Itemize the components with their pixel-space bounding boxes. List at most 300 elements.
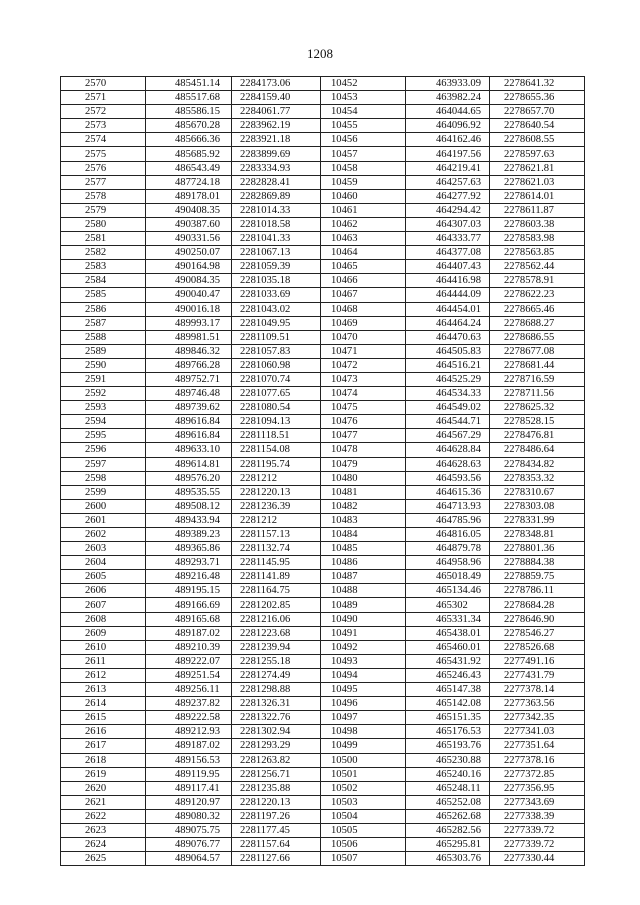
y-coordinate-right-cell: 2278583.98	[490, 232, 585, 246]
table-row	[61, 274, 585, 288]
y-coordinate-right-cell: 2278562.44	[490, 260, 585, 274]
table-row	[61, 471, 585, 485]
point-id-left-cell: 2590	[61, 358, 146, 372]
table-row	[61, 668, 585, 682]
y-coordinate-left-cell: 2281263.82	[232, 753, 321, 767]
x-coordinate-left-cell: 490387.60	[146, 217, 232, 231]
y-coordinate-right-cell: 2278786.11	[490, 584, 585, 598]
x-coordinate-right-cell: 464816.05	[406, 528, 490, 542]
y-coordinate-right-cell: 2278331.99	[490, 513, 585, 527]
point-id-left-cell: 2576	[61, 161, 146, 175]
x-coordinate-right-cell: 464464.24	[406, 316, 490, 330]
point-id-left-cell: 2573	[61, 119, 146, 133]
table-row	[61, 598, 585, 612]
y-coordinate-left-cell: 2281057.83	[232, 344, 321, 358]
x-coordinate-left-cell: 489187.02	[146, 626, 232, 640]
point-id-right-cell: 10462	[321, 217, 406, 231]
point-id-left-cell: 2614	[61, 697, 146, 711]
y-coordinate-left-cell: 2281326.31	[232, 697, 321, 711]
point-id-left-cell: 2575	[61, 147, 146, 161]
table-row	[61, 485, 585, 499]
x-coordinate-right-cell: 464879.78	[406, 542, 490, 556]
table-row	[61, 91, 585, 105]
y-coordinate-right-cell: 2278348.81	[490, 528, 585, 542]
table-row	[61, 77, 585, 91]
x-coordinate-right-cell: 465134.46	[406, 584, 490, 598]
point-id-right-cell: 10490	[321, 612, 406, 626]
table-row	[61, 528, 585, 542]
x-coordinate-right-cell: 464377.08	[406, 246, 490, 260]
x-coordinate-right-cell: 464044.65	[406, 105, 490, 119]
x-coordinate-right-cell: 464516.21	[406, 358, 490, 372]
x-coordinate-right-cell: 464628.63	[406, 457, 490, 471]
point-id-right-cell: 10460	[321, 189, 406, 203]
point-id-left-cell: 2595	[61, 429, 146, 443]
table-row	[61, 119, 585, 133]
y-coordinate-right-cell: 2277372.85	[490, 767, 585, 781]
x-coordinate-left-cell: 489212.93	[146, 725, 232, 739]
x-coordinate-left-cell: 485685.92	[146, 147, 232, 161]
point-id-left-cell: 2594	[61, 415, 146, 429]
table-row	[61, 330, 585, 344]
y-coordinate-left-cell: 2281197.26	[232, 809, 321, 823]
y-coordinate-right-cell: 2278622.23	[490, 288, 585, 302]
point-id-left-cell: 2611	[61, 654, 146, 668]
point-id-right-cell: 10500	[321, 753, 406, 767]
y-coordinate-left-cell: 2281060.98	[232, 358, 321, 372]
table-row	[61, 133, 585, 147]
y-coordinate-right-cell: 2278621.03	[490, 175, 585, 189]
point-id-right-cell: 10466	[321, 274, 406, 288]
x-coordinate-left-cell: 489195.15	[146, 584, 232, 598]
table-row	[61, 105, 585, 119]
x-coordinate-left-cell: 489739.62	[146, 401, 232, 415]
point-id-right-cell: 10465	[321, 260, 406, 274]
x-coordinate-right-cell: 464505.83	[406, 344, 490, 358]
coordinates-table	[60, 76, 585, 866]
x-coordinate-left-cell: 490164.98	[146, 260, 232, 274]
table-row	[61, 232, 585, 246]
point-id-right-cell: 10470	[321, 330, 406, 344]
table-row	[61, 443, 585, 457]
point-id-right-cell: 10504	[321, 809, 406, 823]
y-coordinate-left-cell: 2281235.88	[232, 781, 321, 795]
x-coordinate-left-cell: 490084.35	[146, 274, 232, 288]
x-coordinate-left-cell: 489080.32	[146, 809, 232, 823]
x-coordinate-right-cell: 464628.84	[406, 443, 490, 457]
y-coordinate-right-cell: 2278684.28	[490, 598, 585, 612]
x-coordinate-left-cell: 489616.84	[146, 415, 232, 429]
y-coordinate-right-cell: 2278611.87	[490, 203, 585, 217]
point-id-left-cell: 2623	[61, 823, 146, 837]
point-id-right-cell: 10469	[321, 316, 406, 330]
x-coordinate-left-cell: 489178.01	[146, 189, 232, 203]
point-id-right-cell: 10497	[321, 711, 406, 725]
y-coordinate-right-cell: 2278603.38	[490, 217, 585, 231]
x-coordinate-right-cell: 465303.76	[406, 852, 490, 866]
point-id-right-cell: 10492	[321, 640, 406, 654]
table-row	[61, 513, 585, 527]
y-coordinate-left-cell: 2283921.18	[232, 133, 321, 147]
table-row	[61, 189, 585, 203]
x-coordinate-left-cell: 489210.39	[146, 640, 232, 654]
x-coordinate-right-cell: 465193.76	[406, 739, 490, 753]
y-coordinate-left-cell: 2284061.77	[232, 105, 321, 119]
point-id-left-cell: 2583	[61, 260, 146, 274]
y-coordinate-right-cell: 2277338.39	[490, 809, 585, 823]
table-row	[61, 626, 585, 640]
y-coordinate-right-cell: 2278688.27	[490, 316, 585, 330]
table-row	[61, 358, 585, 372]
table-row	[61, 781, 585, 795]
point-id-left-cell: 2612	[61, 668, 146, 682]
x-coordinate-left-cell: 489117.41	[146, 781, 232, 795]
y-coordinate-left-cell: 2284173.06	[232, 77, 321, 91]
x-coordinate-right-cell: 464544.71	[406, 415, 490, 429]
y-coordinate-right-cell: 2277339.72	[490, 838, 585, 852]
point-id-left-cell: 2587	[61, 316, 146, 330]
y-coordinate-left-cell: 2281132.74	[232, 542, 321, 556]
point-id-right-cell: 10479	[321, 457, 406, 471]
table-row	[61, 838, 585, 852]
y-coordinate-right-cell: 2278621.81	[490, 161, 585, 175]
x-coordinate-right-cell: 465262.68	[406, 809, 490, 823]
y-coordinate-left-cell: 2281035.18	[232, 274, 321, 288]
y-coordinate-left-cell: 2281080.54	[232, 401, 321, 415]
point-id-right-cell: 10452	[321, 77, 406, 91]
table-row	[61, 711, 585, 725]
y-coordinate-left-cell: 2281059.39	[232, 260, 321, 274]
y-coordinate-left-cell: 2281202.85	[232, 598, 321, 612]
table-row	[61, 344, 585, 358]
point-id-right-cell: 10475	[321, 401, 406, 415]
point-id-left-cell: 2613	[61, 683, 146, 697]
x-coordinate-right-cell: 464713.93	[406, 499, 490, 513]
point-id-right-cell: 10454	[321, 105, 406, 119]
y-coordinate-right-cell: 2278614.01	[490, 189, 585, 203]
point-id-right-cell: 10499	[321, 739, 406, 753]
point-id-right-cell: 10506	[321, 838, 406, 852]
y-coordinate-right-cell: 2278563.85	[490, 246, 585, 260]
point-id-left-cell: 2579	[61, 203, 146, 217]
point-id-right-cell: 10453	[321, 91, 406, 105]
table-row	[61, 175, 585, 189]
y-coordinate-right-cell: 2278303.08	[490, 499, 585, 513]
point-id-right-cell: 10495	[321, 683, 406, 697]
x-coordinate-left-cell: 489846.32	[146, 344, 232, 358]
point-id-right-cell: 10478	[321, 443, 406, 457]
table-row	[61, 795, 585, 809]
y-coordinate-left-cell: 2281067.13	[232, 246, 321, 260]
x-coordinate-right-cell: 464407.43	[406, 260, 490, 274]
point-id-right-cell: 10464	[321, 246, 406, 260]
x-coordinate-left-cell: 487724.18	[146, 175, 232, 189]
y-coordinate-right-cell: 2277351.64	[490, 739, 585, 753]
y-coordinate-left-cell: 2281298.88	[232, 683, 321, 697]
table-row	[61, 640, 585, 654]
table-row	[61, 556, 585, 570]
y-coordinate-left-cell: 2281070.74	[232, 372, 321, 386]
point-id-right-cell: 10477	[321, 429, 406, 443]
y-coordinate-right-cell: 2278686.55	[490, 330, 585, 344]
coordinates-table-body	[61, 77, 585, 866]
y-coordinate-right-cell: 2278597.63	[490, 147, 585, 161]
x-coordinate-right-cell: 465282.56	[406, 823, 490, 837]
x-coordinate-right-cell: 465302	[406, 598, 490, 612]
point-id-right-cell: 10472	[321, 358, 406, 372]
x-coordinate-left-cell: 489433.94	[146, 513, 232, 527]
y-coordinate-left-cell: 2281033.69	[232, 288, 321, 302]
table-row	[61, 316, 585, 330]
table-row	[61, 570, 585, 584]
point-id-right-cell: 10473	[321, 372, 406, 386]
y-coordinate-left-cell: 2281195.74	[232, 457, 321, 471]
y-coordinate-right-cell: 2278546.27	[490, 626, 585, 640]
table-row	[61, 161, 585, 175]
table-row	[61, 429, 585, 443]
x-coordinate-left-cell: 489614.81	[146, 457, 232, 471]
point-id-left-cell: 2588	[61, 330, 146, 344]
x-coordinate-right-cell: 465252.08	[406, 795, 490, 809]
table-row	[61, 401, 585, 415]
y-coordinate-left-cell: 2281220.13	[232, 485, 321, 499]
y-coordinate-right-cell: 2278681.44	[490, 358, 585, 372]
y-coordinate-left-cell: 2281141.89	[232, 570, 321, 584]
y-coordinate-right-cell: 2278528.15	[490, 415, 585, 429]
point-id-left-cell: 2601	[61, 513, 146, 527]
point-id-left-cell: 2607	[61, 598, 146, 612]
x-coordinate-left-cell: 489165.68	[146, 612, 232, 626]
y-coordinate-left-cell: 2281154.08	[232, 443, 321, 457]
x-coordinate-left-cell: 489075.75	[146, 823, 232, 837]
point-id-left-cell: 2591	[61, 372, 146, 386]
x-coordinate-left-cell: 489222.07	[146, 654, 232, 668]
x-coordinate-left-cell: 490331.56	[146, 232, 232, 246]
point-id-left-cell: 2606	[61, 584, 146, 598]
x-coordinate-left-cell: 489752.71	[146, 372, 232, 386]
point-id-left-cell: 2586	[61, 302, 146, 316]
table-row	[61, 499, 585, 513]
point-id-right-cell: 10482	[321, 499, 406, 513]
x-coordinate-right-cell: 464525.29	[406, 372, 490, 386]
x-coordinate-left-cell: 489064.57	[146, 852, 232, 866]
y-coordinate-left-cell: 2281014.33	[232, 203, 321, 217]
y-coordinate-left-cell: 2283899.69	[232, 147, 321, 161]
table-row	[61, 246, 585, 260]
table-row	[61, 302, 585, 316]
x-coordinate-left-cell: 485451.14	[146, 77, 232, 91]
table-row	[61, 697, 585, 711]
x-coordinate-right-cell: 465295.81	[406, 838, 490, 852]
y-coordinate-left-cell: 2282869.89	[232, 189, 321, 203]
table-row	[61, 654, 585, 668]
point-id-left-cell: 2603	[61, 542, 146, 556]
point-id-right-cell: 10486	[321, 556, 406, 570]
y-coordinate-left-cell: 2281274.49	[232, 668, 321, 682]
point-id-left-cell: 2572	[61, 105, 146, 119]
y-coordinate-left-cell: 2281077.65	[232, 387, 321, 401]
x-coordinate-left-cell: 489365.86	[146, 542, 232, 556]
x-coordinate-right-cell: 464257.63	[406, 175, 490, 189]
y-coordinate-right-cell: 2278625.32	[490, 401, 585, 415]
point-id-right-cell: 10483	[321, 513, 406, 527]
table-row	[61, 203, 585, 217]
x-coordinate-left-cell: 490250.07	[146, 246, 232, 260]
x-coordinate-left-cell: 489120.97	[146, 795, 232, 809]
x-coordinate-left-cell: 489237.82	[146, 697, 232, 711]
x-coordinate-left-cell: 485666.36	[146, 133, 232, 147]
x-coordinate-right-cell: 465331.34	[406, 612, 490, 626]
table-row	[61, 387, 585, 401]
x-coordinate-left-cell: 489293.71	[146, 556, 232, 570]
table-row	[61, 683, 585, 697]
x-coordinate-left-cell: 490408.35	[146, 203, 232, 217]
x-coordinate-right-cell: 464534.33	[406, 387, 490, 401]
point-id-right-cell: 10474	[321, 387, 406, 401]
table-row	[61, 372, 585, 386]
point-id-left-cell: 2574	[61, 133, 146, 147]
y-coordinate-left-cell: 2281118.51	[232, 429, 321, 443]
y-coordinate-left-cell: 2281145.95	[232, 556, 321, 570]
x-coordinate-right-cell: 465460.01	[406, 640, 490, 654]
y-coordinate-left-cell: 2281236.39	[232, 499, 321, 513]
y-coordinate-right-cell: 2277342.35	[490, 711, 585, 725]
x-coordinate-right-cell: 465248.11	[406, 781, 490, 795]
y-coordinate-left-cell: 2281177.45	[232, 823, 321, 837]
y-coordinate-left-cell: 2281322.76	[232, 711, 321, 725]
point-id-left-cell: 2589	[61, 344, 146, 358]
x-coordinate-left-cell: 489993.17	[146, 316, 232, 330]
point-id-left-cell: 2578	[61, 189, 146, 203]
x-coordinate-right-cell: 465151.35	[406, 711, 490, 725]
point-id-right-cell: 10503	[321, 795, 406, 809]
y-coordinate-left-cell: 2284159.40	[232, 91, 321, 105]
point-id-left-cell: 2600	[61, 499, 146, 513]
x-coordinate-left-cell: 489576.20	[146, 471, 232, 485]
point-id-right-cell: 10455	[321, 119, 406, 133]
y-coordinate-left-cell: 2281094.13	[232, 415, 321, 429]
y-coordinate-right-cell: 2278578.91	[490, 274, 585, 288]
y-coordinate-left-cell: 2281041.33	[232, 232, 321, 246]
y-coordinate-left-cell: 2281043.02	[232, 302, 321, 316]
x-coordinate-left-cell: 489766.28	[146, 358, 232, 372]
y-coordinate-left-cell: 2281049.95	[232, 316, 321, 330]
point-id-right-cell: 10502	[321, 781, 406, 795]
y-coordinate-left-cell: 2281109.51	[232, 330, 321, 344]
point-id-left-cell: 2622	[61, 809, 146, 823]
point-id-left-cell: 2620	[61, 781, 146, 795]
point-id-left-cell: 2585	[61, 288, 146, 302]
table-row	[61, 852, 585, 866]
y-coordinate-left-cell: 2281216.06	[232, 612, 321, 626]
x-coordinate-right-cell: 464958.96	[406, 556, 490, 570]
y-coordinate-right-cell: 2278476.81	[490, 429, 585, 443]
point-id-left-cell: 2602	[61, 528, 146, 542]
y-coordinate-left-cell: 2281164.75	[232, 584, 321, 598]
table-row	[61, 739, 585, 753]
y-coordinate-right-cell: 2277356.95	[490, 781, 585, 795]
y-coordinate-left-cell: 2281256.71	[232, 767, 321, 781]
y-coordinate-right-cell: 2278640.54	[490, 119, 585, 133]
y-coordinate-left-cell: 2283334.93	[232, 161, 321, 175]
page-number: 1208	[307, 46, 333, 61]
x-coordinate-left-cell: 489508.12	[146, 499, 232, 513]
point-id-left-cell: 2625	[61, 852, 146, 866]
y-coordinate-left-cell: 2281302.94	[232, 725, 321, 739]
table-row	[61, 584, 585, 598]
point-id-right-cell: 10480	[321, 471, 406, 485]
y-coordinate-right-cell: 2277341.03	[490, 725, 585, 739]
table-row	[61, 457, 585, 471]
x-coordinate-right-cell: 464470.63	[406, 330, 490, 344]
point-id-left-cell: 2616	[61, 725, 146, 739]
point-id-right-cell: 10463	[321, 232, 406, 246]
y-coordinate-right-cell: 2277339.72	[490, 823, 585, 837]
x-coordinate-right-cell: 464593.56	[406, 471, 490, 485]
x-coordinate-right-cell: 464197.56	[406, 147, 490, 161]
point-id-left-cell: 2621	[61, 795, 146, 809]
table-row	[61, 260, 585, 274]
point-id-left-cell: 2604	[61, 556, 146, 570]
x-coordinate-left-cell: 489166.69	[146, 598, 232, 612]
y-coordinate-right-cell: 2277378.14	[490, 683, 585, 697]
point-id-right-cell: 10507	[321, 852, 406, 866]
point-id-right-cell: 10461	[321, 203, 406, 217]
x-coordinate-right-cell: 465147.38	[406, 683, 490, 697]
x-coordinate-right-cell: 465438.01	[406, 626, 490, 640]
point-id-right-cell: 10493	[321, 654, 406, 668]
y-coordinate-right-cell: 2278665.46	[490, 302, 585, 316]
point-id-right-cell: 10457	[321, 147, 406, 161]
y-coordinate-right-cell: 2278526.68	[490, 640, 585, 654]
y-coordinate-right-cell: 2278655.36	[490, 91, 585, 105]
x-coordinate-right-cell: 464307.03	[406, 217, 490, 231]
table-row	[61, 542, 585, 556]
point-id-left-cell: 2571	[61, 91, 146, 105]
x-coordinate-right-cell: 464615.36	[406, 485, 490, 499]
y-coordinate-right-cell: 2278801.36	[490, 542, 585, 556]
point-id-left-cell: 2618	[61, 753, 146, 767]
point-id-left-cell: 2624	[61, 838, 146, 852]
point-id-right-cell: 10468	[321, 302, 406, 316]
x-coordinate-right-cell: 464096.92	[406, 119, 490, 133]
y-coordinate-left-cell: 2281239.94	[232, 640, 321, 654]
x-coordinate-left-cell: 489633.10	[146, 443, 232, 457]
table-row	[61, 147, 585, 161]
x-coordinate-left-cell: 486543.49	[146, 161, 232, 175]
point-id-left-cell: 2581	[61, 232, 146, 246]
x-coordinate-left-cell: 489251.54	[146, 668, 232, 682]
y-coordinate-left-cell: 2281255.18	[232, 654, 321, 668]
y-coordinate-right-cell: 2278486.64	[490, 443, 585, 457]
point-id-right-cell: 10484	[321, 528, 406, 542]
point-id-right-cell: 10487	[321, 570, 406, 584]
y-coordinate-right-cell: 2278859.75	[490, 570, 585, 584]
table-row	[61, 809, 585, 823]
x-coordinate-left-cell: 489222.58	[146, 711, 232, 725]
x-coordinate-right-cell: 464785.96	[406, 513, 490, 527]
table-row	[61, 612, 585, 626]
x-coordinate-right-cell: 464333.77	[406, 232, 490, 246]
y-coordinate-right-cell: 2278434.82	[490, 457, 585, 471]
point-id-left-cell: 2580	[61, 217, 146, 231]
point-id-left-cell: 2617	[61, 739, 146, 753]
x-coordinate-right-cell: 465176.53	[406, 725, 490, 739]
point-id-right-cell: 10501	[321, 767, 406, 781]
point-id-left-cell: 2599	[61, 485, 146, 499]
point-id-right-cell: 10485	[321, 542, 406, 556]
point-id-left-cell: 2619	[61, 767, 146, 781]
